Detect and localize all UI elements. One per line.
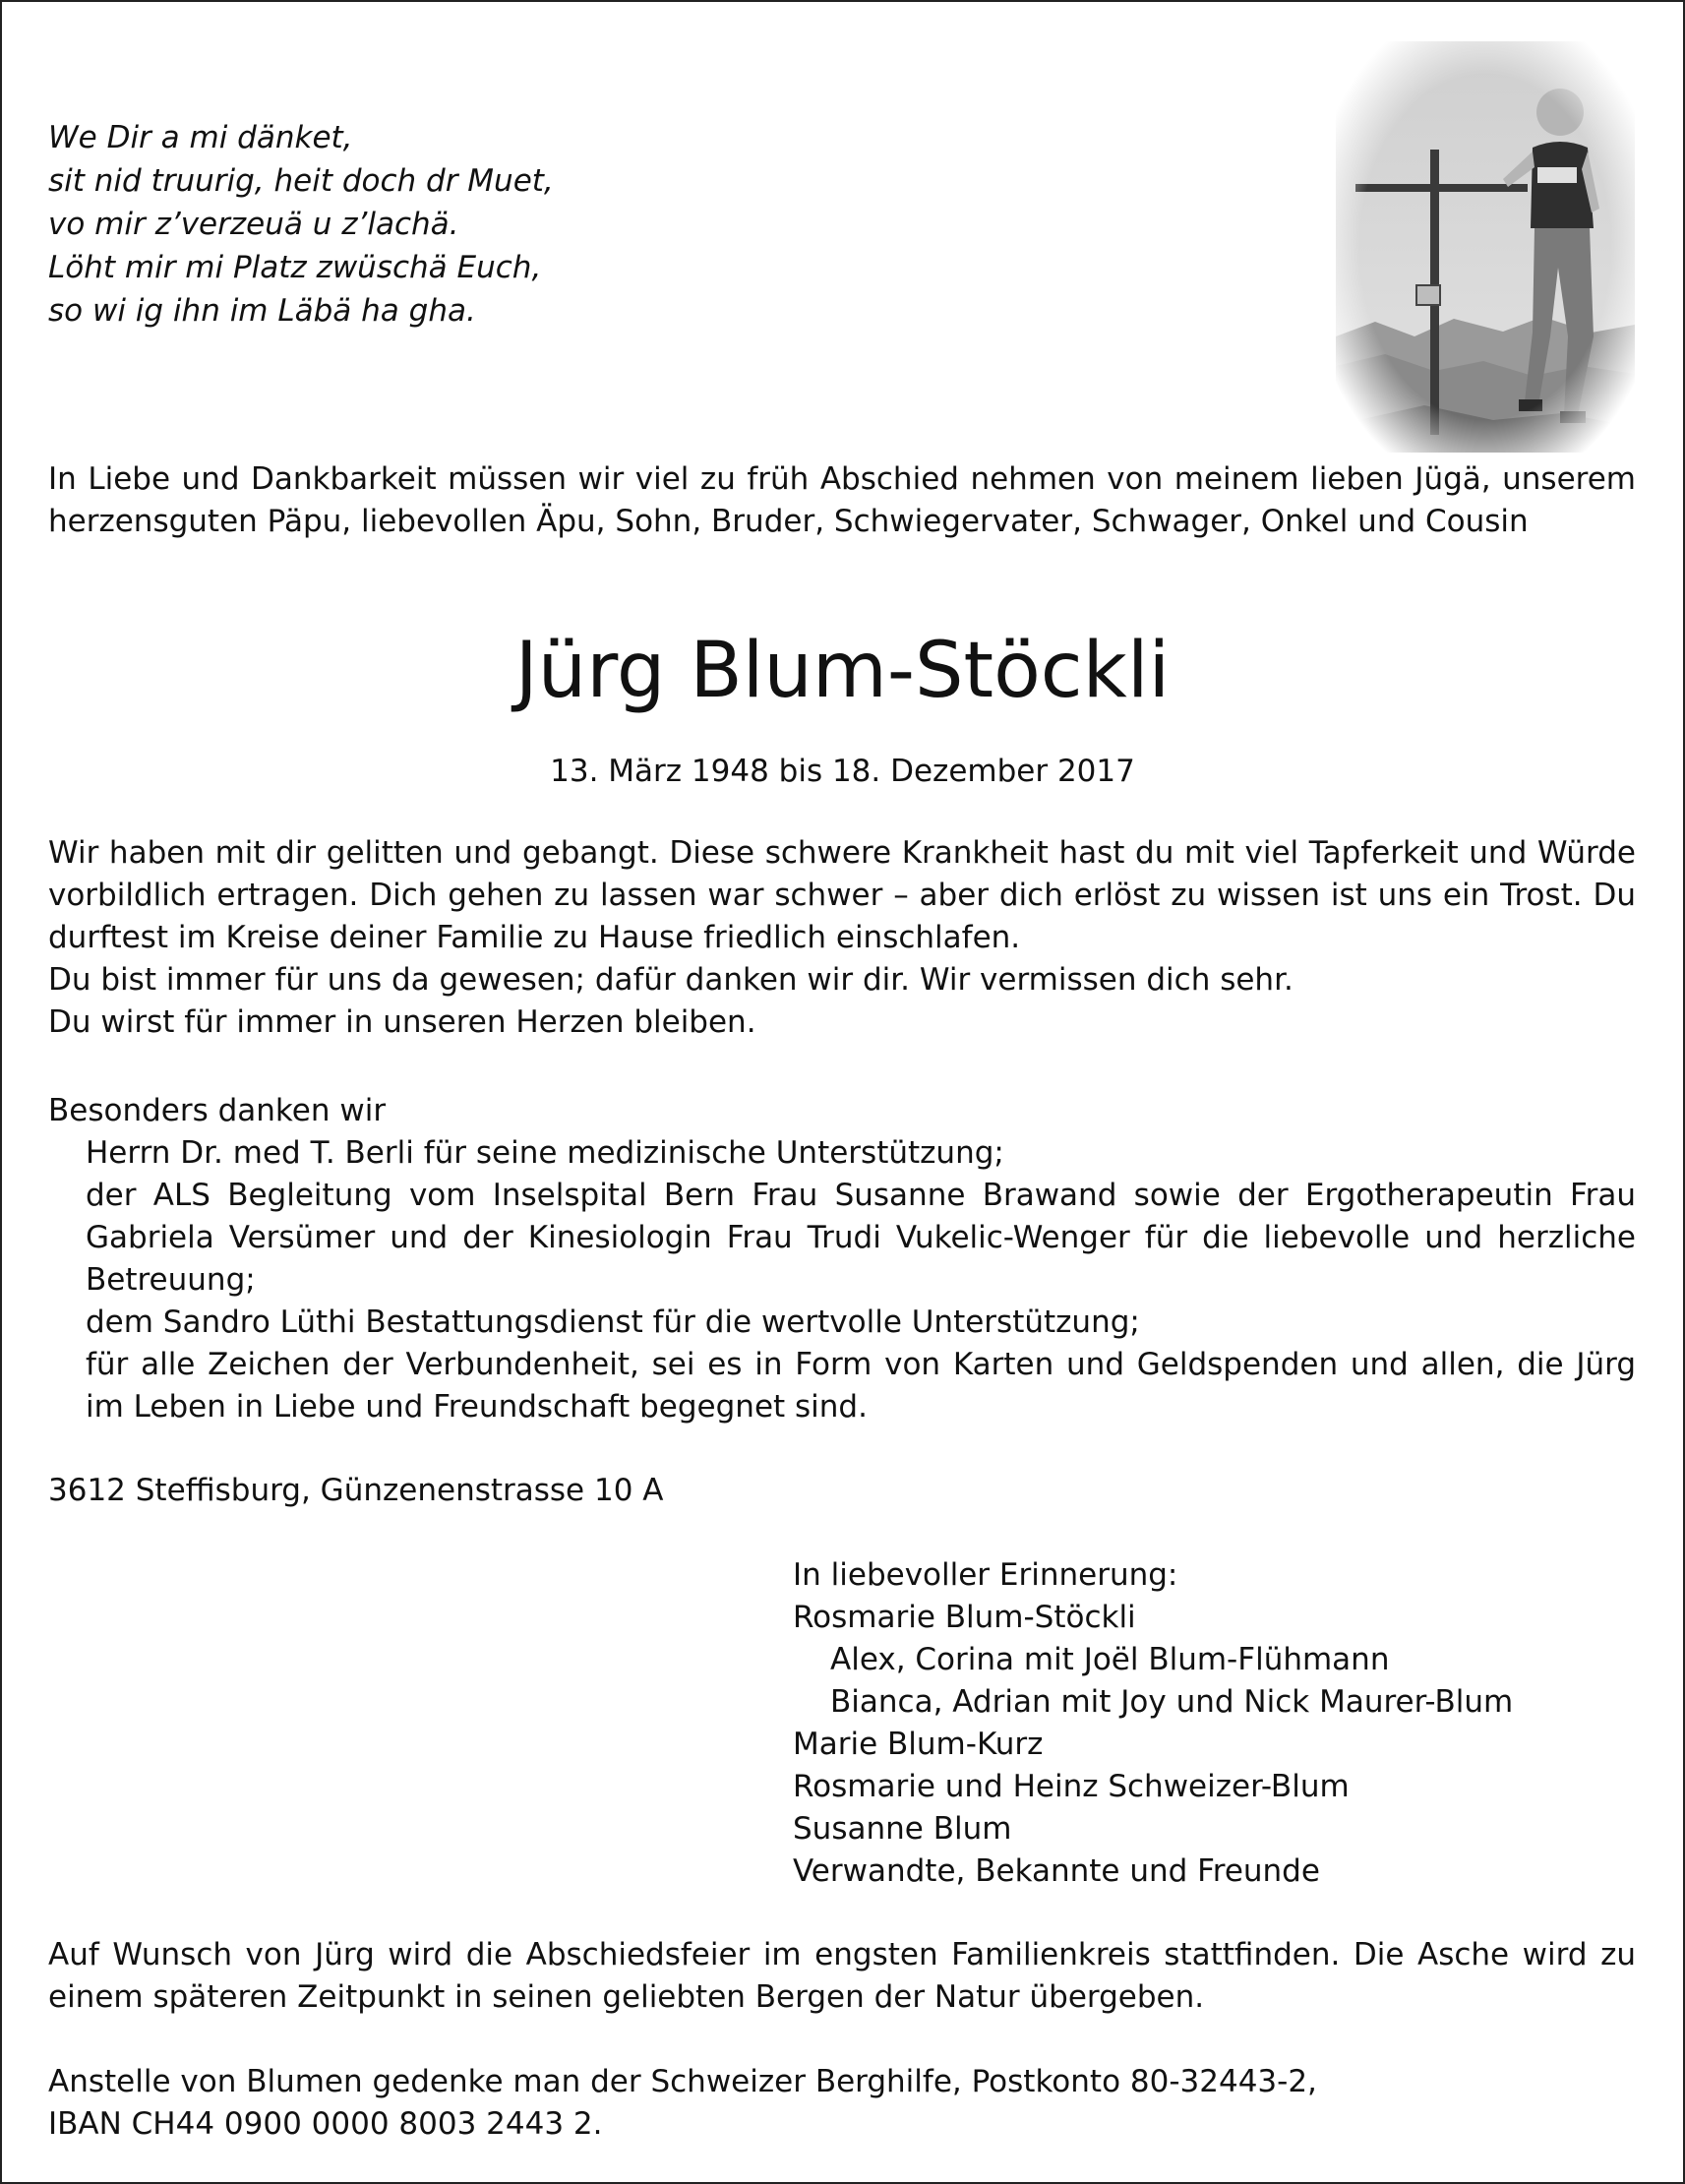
life-dates: 13. März 1948 bis 18. Dezember 2017 [550,754,1135,789]
intro-text: In Liebe und Dankbarkeit müssen wir viel zu früh Abschied nehmen von meinem lieben Jügä, unserem herzensguten Päpu, liebevollen Äpu, Sohn, Bruder, Schwiegervater, Schwager, Onkel und Cousin [48,461,1636,539]
poem-line: vo mir z’verzeuä u z’lachä. [48,207,459,242]
tribute-line: Du wirst für immer in unseren Herzen bleiben. [48,1004,756,1040]
poem-line: sit nid truurig, heit doch dr Muet, [48,163,554,199]
tribute-text [48,832,1636,1044]
donation-note [48,2061,1636,2146]
ceremony-note: Auf Wunsch von Jürg wird die Abschiedsfeier im engsten Familienkreis stattfinden. Die Asche wird zu einem späteren Zeitpunkt in seinen geliebten Bergen der Natur übergeben. [48,1937,1636,2015]
thanks-item: dem Sandro Lüthi Bestattungsdienst für die wertvolle Unterstützung; [86,1304,1140,1340]
mourner-name: Susanne Blum [793,1811,1012,1847]
thanks-item: Herrn Dr. med T. Berli für seine medizinische Unterstützung; [86,1135,1004,1171]
thanks-list [86,1132,1636,1428]
mourner-name: Marie Blum-Kurz [793,1727,1044,1762]
mourner-name: Rosmarie und Heinz Schweizer-Blum [793,1769,1350,1804]
poem-line: Löht mir mi Platz zwüschä Euch, [48,250,542,285]
portrait-photo [1336,41,1635,453]
mourner-name: Alex, Corina mit Joël Blum-Flühmann [830,1642,1390,1677]
mourner-name: Rosmarie Blum-Stöckli [793,1600,1136,1635]
memory-block [793,1554,1639,1893]
mourner-name: Bianca, Adrian mit Joy und Nick Maurer-Blum [830,1684,1514,1720]
poem-line: We Dir a mi dänket, [48,120,353,155]
thanks-item: für alle Zeichen der Verbundenheit, sei es in Form von Karten und Geldspenden und allen, die Jürg im Leben in Liebe und Freundschaft begegnet sind. [86,1347,1636,1425]
tribute-paragraph: Wir haben mit dir gelitten und gebangt. Diese schwere Krankheit hast du mit viel Tapferkeit und Würde vorbildlich ertragen. Dich gehen zu lassen war schwer – aber dich erlöst zu wissen ist uns ein Trost. Du durftest im Kreise deiner Familie zu Hause friedlich einschlafen. [48,835,1636,955]
donation-line: IBAN CH44 0900 0000 8003 2443 2. [48,2106,603,2142]
memory-heading: In liebevoller Erinnerung: [793,1557,1178,1593]
mourner-name: Verwandte, Bekannte und Freunde [793,1853,1320,1889]
deceased-name: Jürg Blum-Stöckli [514,627,1171,715]
poem [48,116,756,333]
tribute-line: Du bist immer für uns da gewesen; dafür danken wir dir. Wir vermissen dich sehr. [48,962,1294,998]
donation-line: Anstelle von Blumen gedenke man der Schweizer Berghilfe, Postkonto 80-32443-2, [48,2064,1317,2099]
address: 3612 Steffisburg, Günzenenstrasse 10 A [48,1473,664,1508]
thanks-heading: Besonders danken wir [48,1093,387,1128]
thanks-item: der ALS Begleitung vom Inselspital Bern Frau Susanne Brawand sowie der Ergotherapeutin Frau Gabriela Versümer und der Kinesiologin Frau Trudi Vukelic-Wenger für die liebevolle und herzliche Betreuung; [86,1178,1636,1298]
poem-line: so wi ig ihn im Läbä ha gha. [48,293,476,329]
